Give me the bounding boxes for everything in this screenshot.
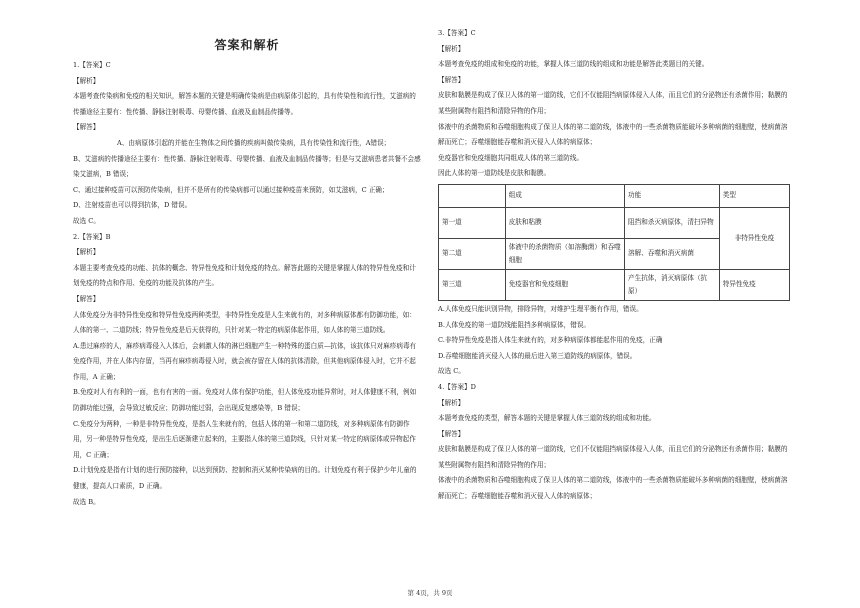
table-header-cell: 功能 <box>625 184 720 207</box>
table-cell: 阻挡和杀灭病原体，清扫异物 <box>625 207 720 238</box>
solution-label: 【解答】 <box>73 294 100 303</box>
page-number-footer: 第 4页，共 9页 <box>407 589 453 597</box>
choice-line: 故选 C。 <box>73 216 100 225</box>
right-column <box>438 26 790 505</box>
table-cell: 产生抗体，消灭病原体（抗原） <box>625 269 720 300</box>
table-cell-type: 特异性免疫 <box>719 269 789 300</box>
answer-4-label: 4.【答案】D <box>438 382 476 391</box>
left-column <box>73 26 421 510</box>
page-title: 答案和解析 <box>214 38 280 52</box>
table-cell: 免疫器官和免疫细胞 <box>505 269 624 300</box>
option-a: A、由病原体引起的并能在生物体之间传播的疾病叫做传染病，具有传染性和流行性，A错误； <box>117 138 391 147</box>
analysis-label: 【解析】 <box>438 44 465 53</box>
answer-3-label: 3.【答案】C <box>438 29 476 37</box>
solution-label: 【解答】 <box>73 123 100 132</box>
option-c: C.免疫分为两种，一种是非特异性免疫，是指人生来就有的，包括人体的第一和第二道防线，对多种病原体有防御作用，另一种是特异性免疫，是出生后逐渐建立起来的，主要指人体的第三道防线，只针对某一特定的病原体或异物起作用，C 正确； <box>73 419 416 459</box>
paragraph: 皮肤和黏膜是构成了保卫人体的第一道防线，它们不仅能阻挡病原体侵入人体，而且它们的分泌物还有杀菌作用；黏膜的某些附属物有阻挡和清除异物的作用； <box>438 91 788 115</box>
paragraph: 因此人体的第一道防线是皮肤和黏膜。 <box>438 169 551 178</box>
option-d: D.吞噬细胞能消灭侵入人体的最后进入第三道防线的病原体，错误。 <box>438 351 637 360</box>
analysis-label: 【解析】 <box>73 248 100 257</box>
paragraph: 免疫器官和免疫细胞共同组成人体的第三道防线。 <box>438 153 584 162</box>
solution-label: 【解答】 <box>438 75 465 84</box>
option-d: D.计划免疫是指有计划的进行预防接种，以达到预防、控制和消灭某种传染病的目的。计划免疫有利于保护少年儿童的健康，提高人口素质，D 正确。 <box>73 466 417 491</box>
option-c: C.非特异性免疫是指人体生来就有的，对多种病原体都能起作用的免疫，正确 <box>438 336 663 345</box>
option-d: D、注射疫苗也可以得到抗体，D 错误。 <box>73 201 192 210</box>
paragraph: 皮肤和黏膜是构成了保卫人体的第一道防线，它们不仅能阻挡病原体侵入人体，而且它们的分泌物还有杀菌作用；黏膜的某些附属物有阻挡和清除异物的作用； <box>438 445 788 469</box>
analysis-label: 【解析】 <box>73 76 100 85</box>
option-b: B.免疫对人有有利的一面，也有有害的一面。免疫对人体有保护功能，但人体免疫功能异常时，对人体健康不利，例如防御功能过强，会导致过敏反应；防御功能过弱，会出现反复感染等，B 错误； <box>73 388 417 413</box>
option-b: B.人体免疫的第一道防线能阻挡多种病原体，错误。 <box>438 320 591 329</box>
table-row <box>439 269 790 300</box>
paragraph: 本题考查免疫的组成和免疫的功能，掌握人体三道防线的组成和功能是解答此类题目的关键。 <box>438 60 709 69</box>
table-header-cell: 组成 <box>505 184 624 207</box>
option-a: A.人体免疫只能识别异物，排除异物，对维护生理平衡有作用，错误。 <box>438 304 643 313</box>
paragraph: 体液中的杀菌物质和吞噬细胞构成了保卫人体的第二道防线，体液中的一些杀菌物质能破坏多种病菌的细胞壁，使病菌溶解而死亡；吞噬细胞能吞噬和消灭侵入人体的病原体； <box>438 122 788 147</box>
defense-lines-table <box>438 184 790 301</box>
answer-2-label: 2.【答案】B <box>73 232 111 241</box>
table-cell: 第三道 <box>439 269 506 300</box>
table-header-row <box>439 184 790 207</box>
table-header-cell <box>439 184 506 207</box>
paragraph: 本题考查免疫的类型，解答本题的关键是掌握人体三道防线的组成和功能。 <box>438 414 656 423</box>
option-c: C、通过接种疫苗可以预防传染病，但并不是所有的传染病都可以通过接种疫苗来预防，如艾滋病，C 正确； <box>73 185 389 194</box>
solution-label: 【解答】 <box>438 429 465 438</box>
table-cell: 皮肤和粘膜 <box>505 207 624 238</box>
paragraph: 人体免疫分为非特异性免疫和特异性免疫两种类型，非特异性免疫是人生来就有的，对多种病原体都有防御功能，如：人体的第一、二道防线；特异性免疫是后天获得的，只针对某一特定的病原体起作用，如人体的第三道防线。 <box>73 310 416 335</box>
table-cell: 第一道 <box>439 207 506 238</box>
table-cell: 体液中的杀菌物质（如溶酶菌）和吞噬细胞 <box>505 238 624 269</box>
option-b: B、艾滋病的传播途径主要有：性传播、静脉注射吸毒、母婴传播、血液及血制品传播等；但是与艾滋病患者共餐不会感染艾滋病，B 错误； <box>73 154 421 179</box>
paragraph: 本题主要考查免疫的功能、抗体的概念、特异性免疫和计划免疫的特点。解答此题的关键是掌握人体的特异性免疫和计划免疫的特点和作用、免疫的功能及抗体的产生。 <box>73 263 416 288</box>
table-cell-type: 非特异性免疫 <box>719 207 789 269</box>
paragraph: 本题考查传染病和免疫的相关知识，解答本题的关键是明确传染病是由病原体引起的，具有传染性和流行性，艾滋病的传播途径主要有：性传播、静脉注射吸毒、母婴传播、血液及血制品传播等。 <box>73 92 416 116</box>
option-a: A.患过麻疹的人，麻疹病毒侵入人体后，会刺激人体的淋巴细胞产生一种特殊的蛋白质—抗体，该抗体只对麻疹病毒有免疫作用，并在人体内存留，当再有麻疹病毒侵入时，就会被存留在人体的抗体清除，但其他病原体侵入时，它并不起作用，A 正确； <box>73 341 417 381</box>
table-cell: 第二道 <box>439 238 506 269</box>
table-row <box>439 207 790 238</box>
answer-1-label: 1.【答案】C <box>73 61 111 69</box>
table-cell: 溶解、吞噬和消灭病菌 <box>625 238 720 269</box>
table-header-cell: 类型 <box>719 184 789 207</box>
choice-line: 故选 C。 <box>438 367 465 376</box>
paragraph: 体液中的杀菌物质和吞噬细胞构成了保卫人体的第二道防线，体液中的一些杀菌物质能破坏多种病菌的细胞壁，使病菌溶解而死亡；吞噬细胞能吞噬和消灭侵入人体的病原体； <box>438 476 788 501</box>
analysis-label: 【解析】 <box>438 398 465 407</box>
choice-line: 故选 B。 <box>73 497 100 506</box>
